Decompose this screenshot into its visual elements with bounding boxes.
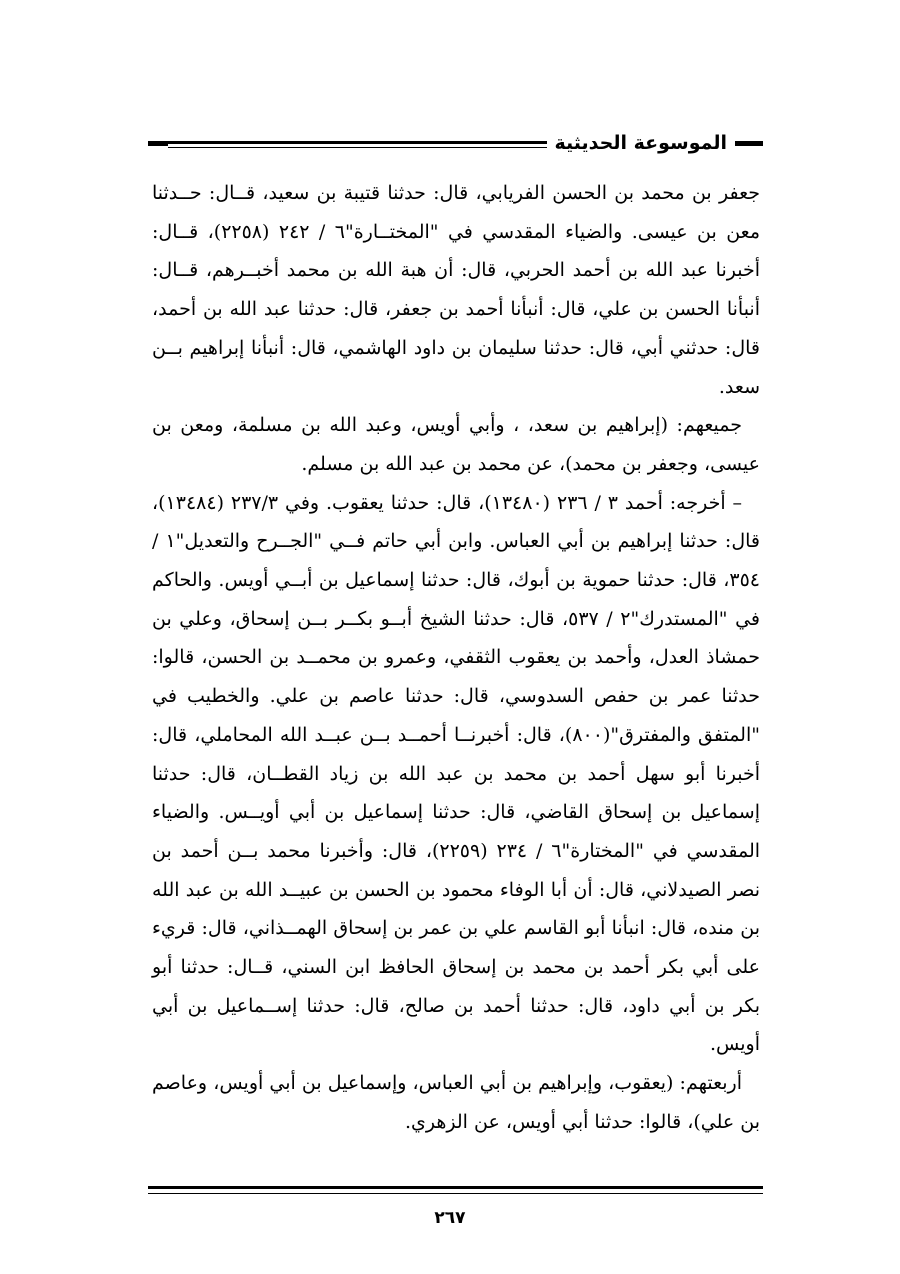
header-rule-right — [735, 141, 763, 146]
main-text — [152, 174, 760, 1142]
running-header — [148, 126, 763, 160]
paragraph: – أخرجه: أحمد ٣ / ٢٣٦ (١٣٤٨٠)، قال: حدثنا يعقوب. وفي ٢٣٧/٣ (١٣٤٨٤)، قال: حدثنا إبراهيم بن أبي العباس. وابن أبي حاتم فــي "الجــرح والتعديل"١ / ٣٥٤، قال: حدثنا حموية بن أبوك، قال: حدثنا إسماعيل بن أبــي أويس. والحاكم في "المستدرك"٢ / ٥٣٧، قال: حدثنا الشيخ أبــو بكــر بــن إسحاق، وعلي بن حمشاذ العدل، وأحمد بن يعقوب الثقفي، وعمرو بن محمــد بن الحسن، قالوا: حدثنا عمر بن حفص السدوسي، قال: حدثنا عاصم بن علي. والخطيب في "المتفق والمفترق"(٨٠٠)، قال: أخبرنــا أحمــد بــن عبــد الله المحاملي، قال: أخبرنا أبو سهل أحمد بن محمد بن عبد الله بن زياد القطــان، قال: حدثنا إسماعيل بن إسحاق القاضي، قال: حدثنا إسماعيل بن أبي أويــس. والضياء المقدسي في "المختارة"٦ / ٢٣٤ (٢٢٥٩)، قال: وأخبرنا محمد بــن أحمد بن نصر الصيدلاني، قال: أن أبا الوفاء محمود بن الحسن بن عبيــد الله بن عبد الله بن منده، قال: انبأنا أبو القاسم علي بن عمر بن إسحاق الهمــذاني، قال: قريء على أبي بكر أحمد بن محمد بن إسحاق الحافظ ابن السني، قــال: حدثنا أبو بكر بن أبي داود، قال: حدثنا أحمد بن صالح، قال: حدثنا إســماعيل بن أبي أويس. — [152, 491, 761, 1056]
header-title: الموسوعة الحديثية — [554, 132, 727, 154]
page-number: ٢٦٧ — [434, 1208, 466, 1228]
header-rule — [168, 141, 547, 148]
paragraph: جميعهم: (إبراهيم بن سعد، ، وأبي أويس، وعبد الله بن مسلمة، ومعن بن عيسى، وجعفر بن محمد)، عن محمد بن عبد الله بن مسلم. — [152, 414, 760, 475]
paragraph: أربعتهم: (يعقوب، وإبراهيم بن أبي العباس، وإسماعيل بن أبي أويس، وعاصم بن علي)، قالوا: حدثنا أبي أويس، عن الزهري. — [152, 1072, 760, 1133]
footer-rule — [148, 1186, 763, 1194]
paragraph: جعفر بن محمد بن الحسن الفريابي، قال: حدثنا قتيبة بن سعيد، قــال: حــدثنا معن بن عيسى. والضياء المقدسي في "المختــارة"٦ / ٢٤٢ (٢٢٥٨)، قــال: أخبرنا عبد الله بن أحمد الحربي، قال: أن هبة الله بن محمد أخبــرهم، قــال: أنبأنا الحسن بن علي، قال: أنبأنا أحمد بن جعفر، قال: حدثنا عبد الله بن أحمد، قال: حدثني أبي، قال: حدثنا سليمان بن داود الهاشمي، قال: أنبأنا إبراهيم بــن سعد. — [152, 182, 761, 398]
header-rule-left — [148, 141, 168, 146]
